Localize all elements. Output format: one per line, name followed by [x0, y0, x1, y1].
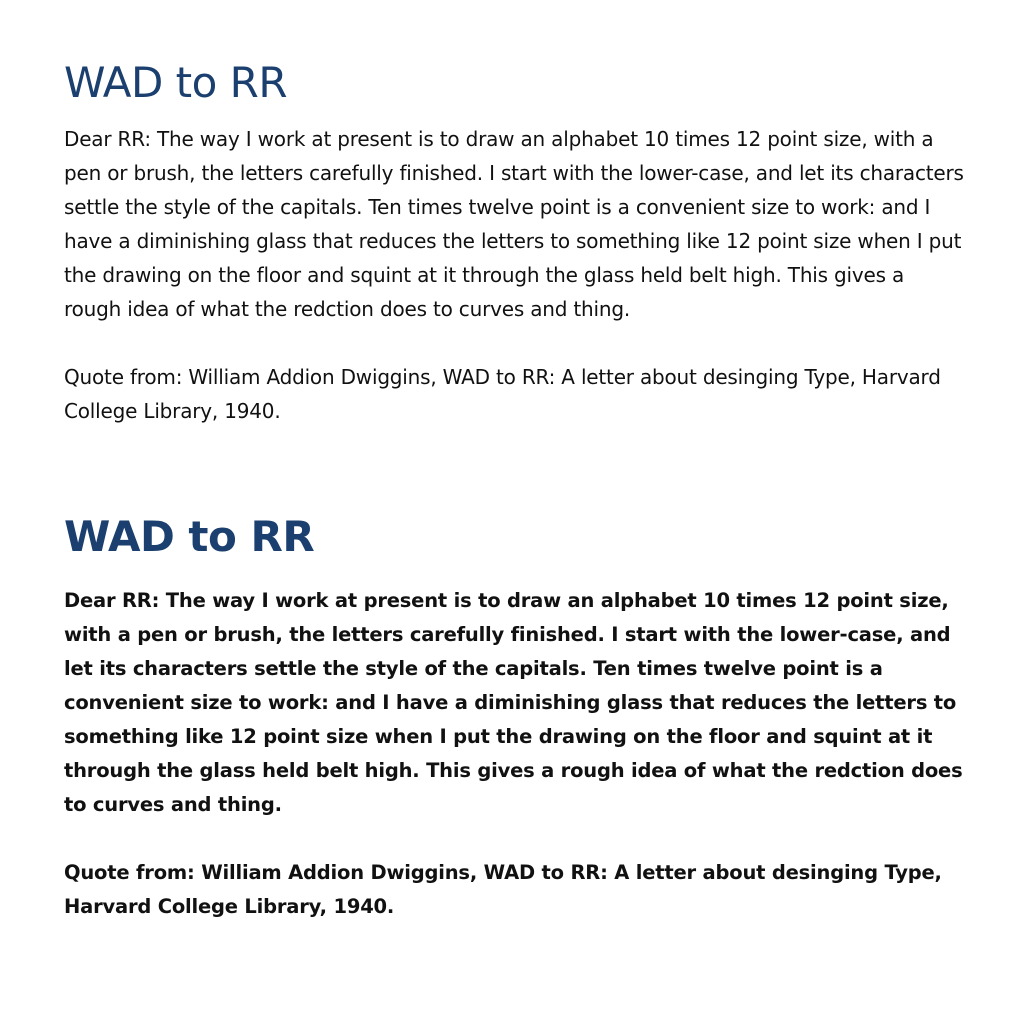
bold-title: WAD to RR [64, 512, 315, 561]
regular-body-paragraph: Dear RR: The way I work at present is to draw an alphabet 10 times 12 point size, with a pen or brush, the letters carefully finished. I start with the lower-case, and let its characters settle the style of the capitals. Ten times twelve point is a convenient size to work: and I have a diminishing glass that reduces the letters to something like 12 point size when I put the drawing on the floor and squint at it through the glass held belt high. This gives a rough idea of what the redction does to curves and thing. [64, 127, 964, 321]
bold-quote-citation: Quote from: William Addion Dwiggins, WAD to RR: A letter about desinging Type, Harvard College Library, 1940. [64, 861, 942, 918]
regular-quote-citation: Quote from: William Addion Dwiggins, WAD to RR: A letter about desinging Type, Harvard College Library, 1940. [64, 365, 941, 423]
regular-weight-sample [64, 58, 964, 428]
bold-weight-sample [64, 512, 964, 924]
bold-body-paragraph: Dear RR: The way I work at present is to draw an alphabet 10 times 12 point size, with a pen or brush, the letters carefully finished. I start with the lower-case, and let its characters settle the style of the capitals. Ten times twelve point is a convenient size to work: and I have a diminishing glass that reduces the letters to something like 12 point size when I put the drawing on the floor and squint at it through the glass held belt high. This gives a rough idea of what the redction does to curves and thing. [64, 589, 963, 816]
regular-title: WAD to RR [64, 58, 288, 107]
